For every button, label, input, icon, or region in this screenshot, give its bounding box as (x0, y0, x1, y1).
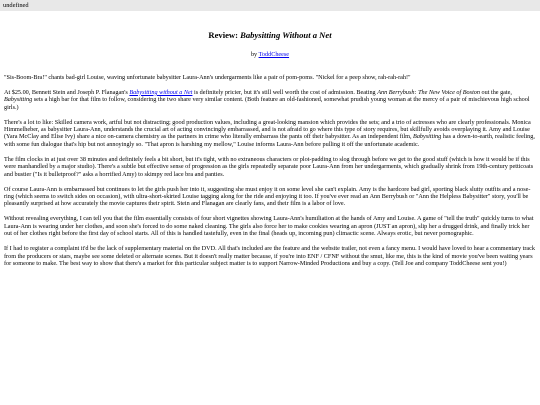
byline: by ToddCheese (250, 51, 290, 59)
article-title: Review: Babysitting Without a Net (208, 30, 332, 40)
paragraph-7: If I had to register a complaint it'd be the lack of supplementary material on the DVD. All that's included are the feature and the website trailer, not even a fancy menu. I would have loved to hear a commentary track from the producers or stars, maybe see some deleted or alternate scenes. But it doesn't really matter because, if you're into ENF / CFNF without the smut, like me, this is the kind of movie you've been waiting years for someone to make. The best way to show that there's a market for this particular subject matter is to support Narrow-Minded Productions and buy a copy. (Tell Joe and company ToddCheese sent you!) (4, 245, 535, 268)
paragraph-5: Of course Laura-Ann is embarrassed but continues to let the girls push her into it, suggesting she must enjoy it on some level she can't explain. Amy is the hardcore bad girl, sporting black slutty outfits and a nose-ring (which seems to switch sides on occasion), with ultra-short-skirted Louise tagging along for the ride and enjoying it too. If you've ever read an Ann Berrybush or "Ann the Helpless Babysitter" story, you'll be pleasantly surprised at how accurately the movie captures their spirit. Stein and Flanagan are clearly fans, and their film is a labor of love. (4, 185, 531, 208)
paragraph-3: There's a lot to like: Skilled camera work, artful but not distracting; good production values, including a great-looking mansion which provides the sets; and a trio of actresses who are clearly professionals. Monica Himmelheber, as babysitter Laura-Ann, understands the crucial art of acting convincingly embarrassed, and is not afraid to go where this type of story requires, but skillfully avoids overplaying it. Amy and Louise (Yara McClay and Elise Ivy) share a nice on-camera chemistry as the partners in crime who literally embarrass the pants off their babysitter. As an independent film, Babysitting has a down-to-earth, realistic feeling, with some fun dialogue that's hip but not annoyingly so. "That apron is harshing my mellow," Louise informs Laura-Ann before pulling it off the unfortunate academic. (4, 118, 535, 148)
top-bar-text: undefined (3, 2, 29, 9)
paragraph-2: At $25.00, Bennett Stein and Joseph P. Flanagan's Babysitting without a Net is definitely pricier, but it's still well worth the cost of admission. Beating Ann Berrybush: The New Voice of Boston out the gate, Babysitting sets a high bar for that film to follow, considering the two share very similar content. (Both feature an old-fashioned, somewhat prudish young woman at the mercy of a pair of mischievous high school girls.) (4, 88, 530, 111)
article-body (4, 74, 536, 268)
author-link[interactable]: ToddCheese (258, 51, 290, 59)
article (0, 30, 540, 268)
top-bar (0, 0, 540, 11)
paragraph-6: Without revealing everything, I can tell you that the film essentially consists of four short vignettes showing Laura-Ann's humiliation at the hands of Amy and Louise. A game of "tell the truth" quickly turns to what Laura-Ann is wearing under her clothes, and soon she's forced to do some naked cleaning. The girls also force her to make cookies wearing an apron (JUST an apron), slip her a drugged drink, and finally trick her out of her clothes right before the first day of school starts. All of this is handled tastefully, even in the final (heads up, incoming pun) climactic scene. Always erotic, but never pornographic. (4, 215, 534, 238)
paragraph-1: "Sis-Boom-Bra!" chants bad-girl Louise, waving unfortunate babysitter Laura-Ann's undergarments like a pair of pom-poms. "Nickel for a peep show, rah-rah-rah!" (4, 73, 411, 81)
film-link: Babysitting without a Net (129, 88, 193, 96)
paragraph-4: The film clocks in at just over 38 minutes and definitely feels a bit short, but it's tight, with no extraneous characters or plot-padding to slog through before we get to the good stuff (which is how it would be if this were manhandled by a major studio). There's a subtle but effective sense of progression as the girls repeatedly separate poor Laura-Ann from her undergarments, which gradually shrink from 19th-century petticoats and bustier ("Is it bulletproof?" asks a horrified Amy) to skimpy red lace bra and panties. (4, 155, 534, 178)
